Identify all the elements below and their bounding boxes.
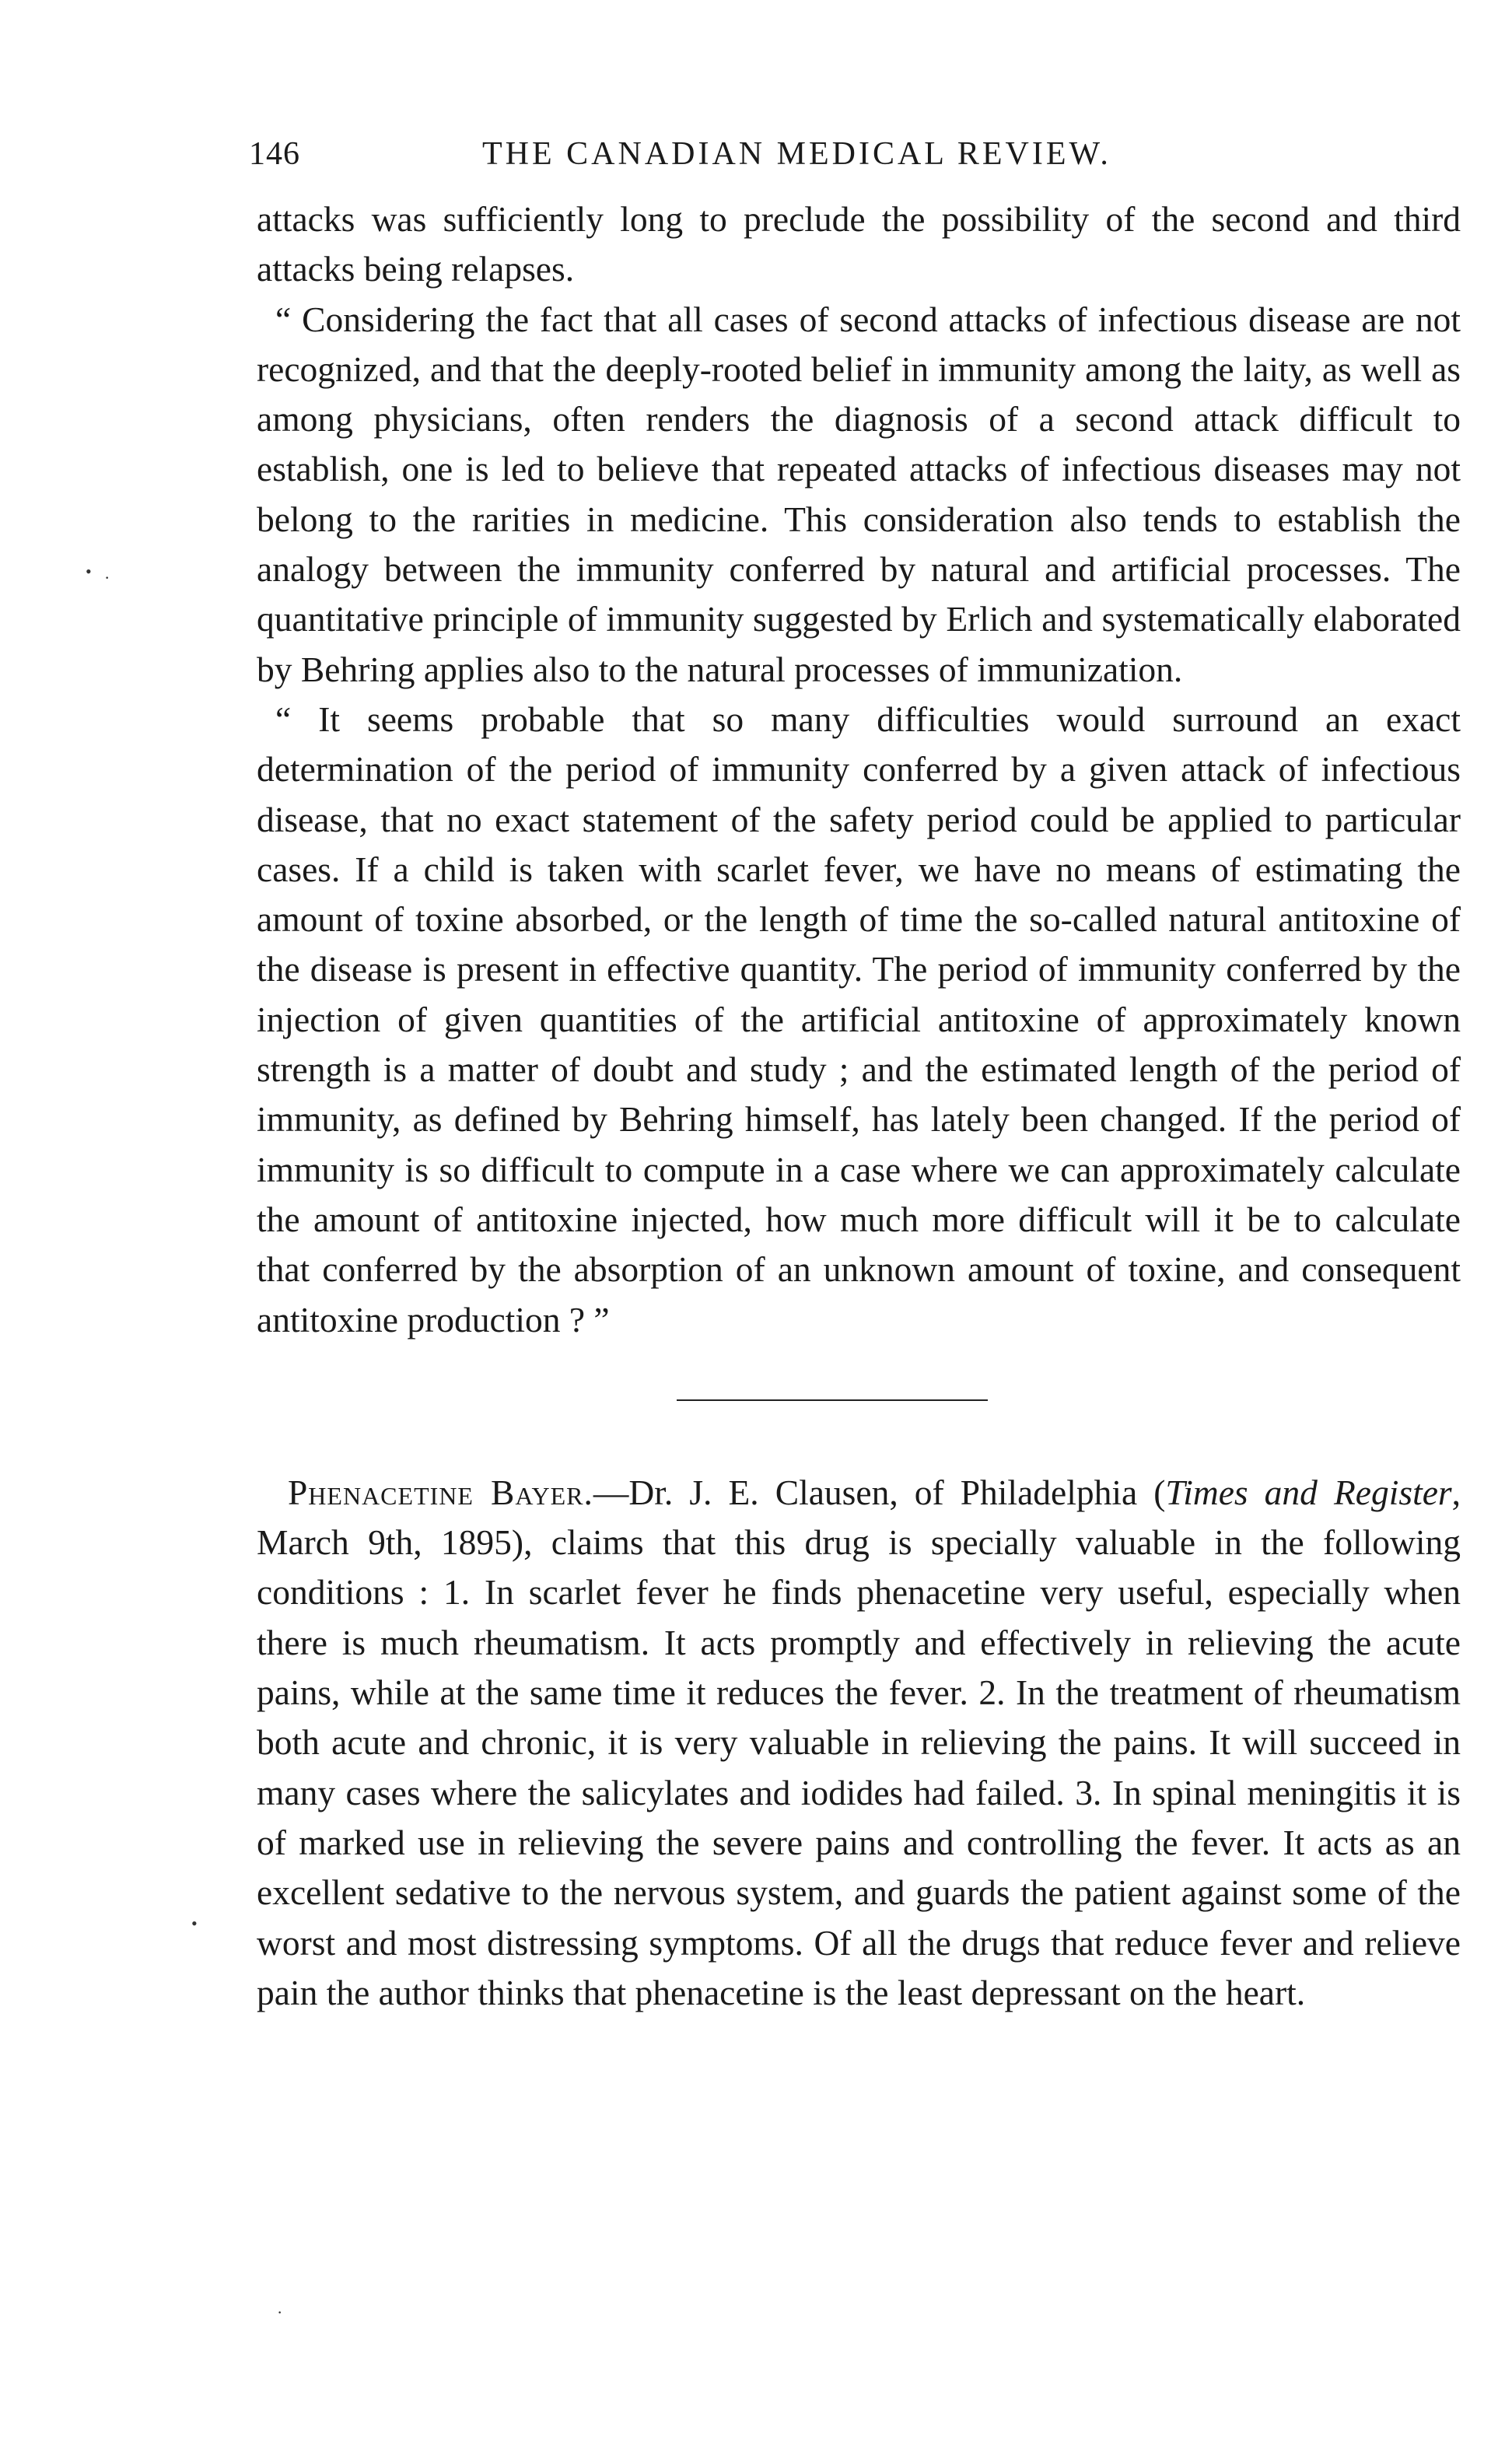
page-number: 146 [249, 136, 300, 172]
paragraph-continued: attacks was sufficiently long to preclude the possibility of the second and third attacks being relapses. [257, 199, 1461, 289]
article-paragraph [257, 1468, 1461, 2018]
article-heading: Phenacetine Bayer. [288, 1472, 593, 1512]
journal-title: THE CANADIAN MEDICAL REVIEW. [482, 136, 1111, 172]
margin-speck: • [86, 562, 92, 581]
paragraph-quote-2: “ It seems probable that so many difficulties would surround an exact determination of the period of immunity conferred by a given attack of infectious disease, that no exact statement of the safety period could be applied to particular cases. If a child is taken with scarlet fever, we have no means of estimating the amount of toxine absorbed, or the length of time the so-called natural antitoxine of the disease is present in effective quantity. The period of immunity conferred by the injection of given quantities of the artificial antitoxine of approximately known strength is a matter of doubt and study ; and the estimated length of the period of immunity, as defined by Behring himself, has lately been changed. If the period of immunity is so difficult to compute in a case where we can approximately calculate the amount of antitoxine injected, how much more difficult will it be to calculate that conferred by the absorption of an unknown amount of toxine, and consequent antitoxine production ? ” [257, 699, 1461, 1340]
paragraph-quote-1: “ Considering the fact that all cases of second attacks of infectious disease are not recognized, and that the deeply-rooted belief in immunity among the laity, as well as among physicians, often renders the diagnosis of a second attack difficult to establish, one is led to believe that repeated attacks of infectious diseases may not belong to the rarities in medicine. This consideration also tends to establish the analogy between the immunity conferred by natural and artificial processes. The quantitative principle of immunity suggested by Erlich and systematically elaborated by Behring applies also to the natural processes of immunization. [257, 299, 1461, 689]
running-header [249, 132, 1461, 194]
page-content [249, 132, 1461, 2018]
section-divider [677, 1399, 988, 1401]
article-source: Times and Register [1165, 1472, 1452, 1512]
margin-speck: · [277, 2303, 283, 2322]
margin-speck: • [191, 1914, 198, 1933]
article-body: , March 9th, 1895), claims that this drug is specially valuable in the following conditions : 1. In scarlet fever he finds phenacetine very useful, especially when there is much rheumatism. It acts promptly and effectively in relieving the acute pains, while at the same time it reduces the fever. 2. In the treatment of rheumatism both acute and chronic, it is very valuable in relieving the pains. It will succeed in many cases where the salicylates and iodides had failed. 3. In spinal meningitis it is of marked use in relieving the severe pains and controlling the fever. It acts as an excellent sedative to the nervous system, and guards the patient against some of the worst and most distressing symptoms. Of all the drugs that reduce fever and relieve pain the author thinks that phenacetine is the least depressant on the heart. [257, 1472, 1461, 2012]
margin-speck: · [104, 568, 110, 587]
article-lead: —Dr. J. E. Clausen, of Philadelphia ( [593, 1472, 1166, 1512]
